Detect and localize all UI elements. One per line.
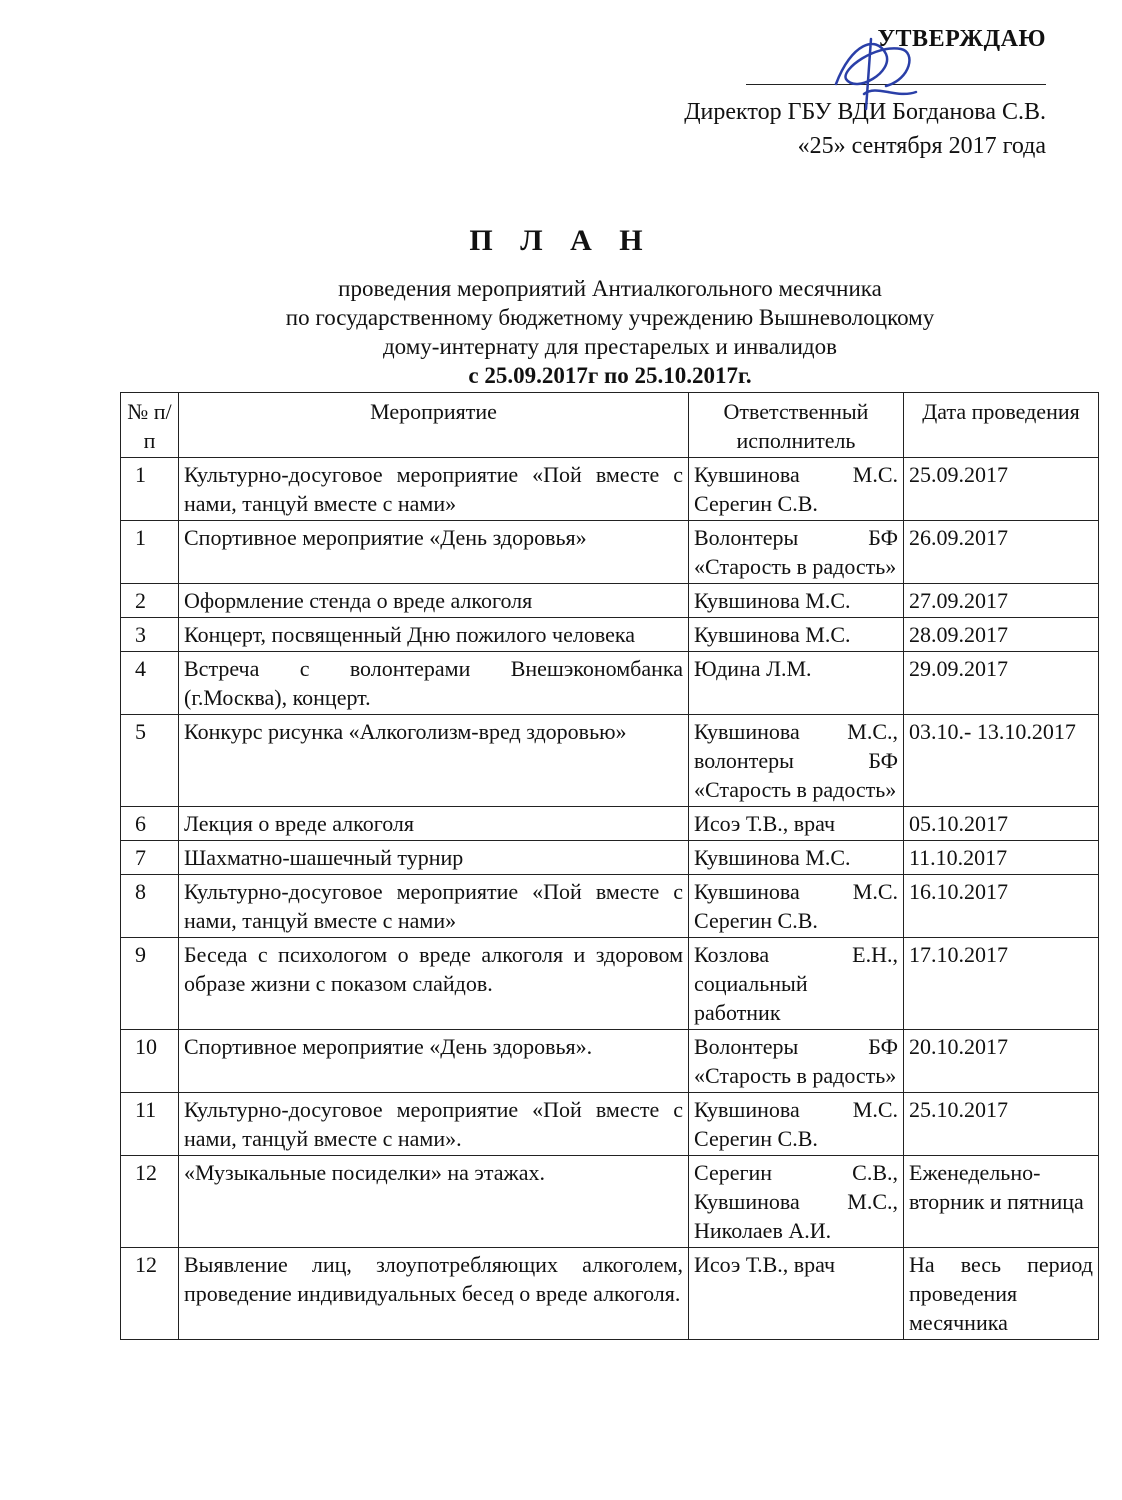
cell-num: 1 <box>121 458 179 521</box>
table-row <box>121 1156 1099 1248</box>
cell-date: Еженедельно- вторник и пятница <box>904 1156 1099 1248</box>
cell-num: 12 <box>121 1156 179 1248</box>
cell-date: На весь период проведения месячника <box>904 1248 1099 1340</box>
cell-responsible: Кувшинова М.С., волонтеры БФ «Старость в радость» <box>689 715 904 807</box>
document-subtitle <box>200 274 1020 390</box>
cell-event: Оформление стенда о вреде алкоголя <box>179 584 689 618</box>
table-header-row <box>121 393 1099 458</box>
cell-num: 2 <box>121 584 179 618</box>
cell-responsible: Кувшинова М.С. <box>689 841 904 875</box>
cell-event: Концерт, посвященный Дню пожилого человека <box>179 618 689 652</box>
cell-num: 3 <box>121 618 179 652</box>
cell-num: 8 <box>121 875 179 938</box>
cell-date: 28.09.2017 <box>904 618 1099 652</box>
cell-event: Беседа с психологом о вреде алкоголя и здоровом образе жизни с показом слайдов. <box>179 938 689 1030</box>
cell-responsible: Кувшинова М.С. <box>689 618 904 652</box>
table-row <box>121 521 1099 584</box>
cell-responsible: Кувшинова М.С. Серегин С.В. <box>689 875 904 938</box>
table-row <box>121 875 1099 938</box>
cell-event: Выявление лиц, злоупотребляющих алкоголем, проведение индивидуальных бесед о вреде алкоголя. <box>179 1248 689 1340</box>
subtitle-line-2: по государственному бюджетному учреждению Вышневолоцкому <box>285 305 935 330</box>
cell-date: 11.10.2017 <box>904 841 1099 875</box>
table-row <box>121 1093 1099 1156</box>
cell-event: Культурно-досуговое мероприятие «Пой вместе с нами, танцуй вместе с нами» <box>179 875 689 938</box>
cell-num: 12 <box>121 1248 179 1340</box>
table-row <box>121 807 1099 841</box>
cell-event: Конкурс рисунка «Алкоголизм-вред здоровью» <box>179 715 689 807</box>
header-responsible: Ответственный исполнитель <box>689 393 904 458</box>
cell-event: Культурно-досуговое мероприятие «Пой вместе с нами, танцуй вместе с нами» <box>179 458 689 521</box>
cell-responsible: Кувшинова М.С. Серегин С.В. <box>689 458 904 521</box>
cell-date: 27.09.2017 <box>904 584 1099 618</box>
subtitle-line-3: дому-интернату для престарелых и инвалидов <box>382 334 837 359</box>
approve-label: УТВЕРЖДАЮ <box>877 26 1046 52</box>
cell-date: 25.10.2017 <box>904 1093 1099 1156</box>
cell-num: 6 <box>121 807 179 841</box>
cell-event: Культурно-досуговое мероприятие «Пой вместе с нами, танцуй вместе с нами». <box>179 1093 689 1156</box>
plan-table <box>120 392 1099 1340</box>
cell-date: 17.10.2017 <box>904 938 1099 1030</box>
table-row <box>121 618 1099 652</box>
table-row <box>121 1248 1099 1340</box>
cell-responsible: Волонтеры БФ «Старость в радость» <box>689 1030 904 1093</box>
cell-event: «Музыкальные посиделки» на этажах. <box>179 1156 689 1248</box>
document-title: П Л А Н <box>469 224 653 257</box>
cell-responsible: Исоэ Т.В., врач <box>689 1248 904 1340</box>
cell-date: 26.09.2017 <box>904 521 1099 584</box>
cell-num: 10 <box>121 1030 179 1093</box>
table-row <box>121 715 1099 807</box>
cell-date: 25.09.2017 <box>904 458 1099 521</box>
table-row <box>121 652 1099 715</box>
cell-date: 29.09.2017 <box>904 652 1099 715</box>
cell-event: Спортивное мероприятие «День здоровья» <box>179 521 689 584</box>
approve-date: «25» сентября 2017 года <box>797 133 1046 159</box>
cell-num: 9 <box>121 938 179 1030</box>
cell-responsible: Серегин С.В., Кувшинова М.С., Николаев А.И. <box>689 1156 904 1248</box>
cell-event: Встреча с волонтерами Внешэкономбанка (г.Москва), концерт. <box>179 652 689 715</box>
cell-num: 1 <box>121 521 179 584</box>
header-event: Мероприятие <box>179 393 689 458</box>
cell-responsible: Кувшинова М.С. <box>689 584 904 618</box>
header-date: Дата проведения <box>904 393 1099 458</box>
cell-date: 05.10.2017 <box>904 807 1099 841</box>
table-row <box>121 1030 1099 1093</box>
cell-event: Шахматно-шашечный турнир <box>179 841 689 875</box>
cell-num: 11 <box>121 1093 179 1156</box>
signature-line <box>746 64 1046 85</box>
cell-responsible: Юдина Л.М. <box>689 652 904 715</box>
cell-date: 16.10.2017 <box>904 875 1099 938</box>
approval-block <box>606 22 1046 163</box>
plan-table-body <box>121 458 1099 1340</box>
cell-num: 4 <box>121 652 179 715</box>
header-num: № п/п <box>121 393 179 458</box>
cell-num: 7 <box>121 841 179 875</box>
cell-event: Спортивное мероприятие «День здоровья». <box>179 1030 689 1093</box>
cell-responsible: Козлова Е.Н., социальный работник <box>689 938 904 1030</box>
cell-event: Лекция о вреде алкоголя <box>179 807 689 841</box>
cell-responsible: Исоэ Т.В., врач <box>689 807 904 841</box>
approver-name: Директор ГБУ ВДИ Богданова С.В. <box>684 99 1046 125</box>
cell-num: 5 <box>121 715 179 807</box>
cell-responsible: Волонтеры БФ «Старость в радость» <box>689 521 904 584</box>
cell-date: 03.10.- 13.10.2017 <box>904 715 1099 807</box>
table-row <box>121 584 1099 618</box>
subtitle-line-1: проведения мероприятий Антиалкогольного месячника <box>338 276 882 301</box>
table-row <box>121 458 1099 521</box>
cell-responsible: Кувшинова М.С. Серегин С.В. <box>689 1093 904 1156</box>
table-row <box>121 938 1099 1030</box>
subtitle-period: с 25.09.2017г по 25.10.2017г. <box>468 363 752 388</box>
cell-date: 20.10.2017 <box>904 1030 1099 1093</box>
signature-icon <box>816 24 936 114</box>
table-row <box>121 841 1099 875</box>
